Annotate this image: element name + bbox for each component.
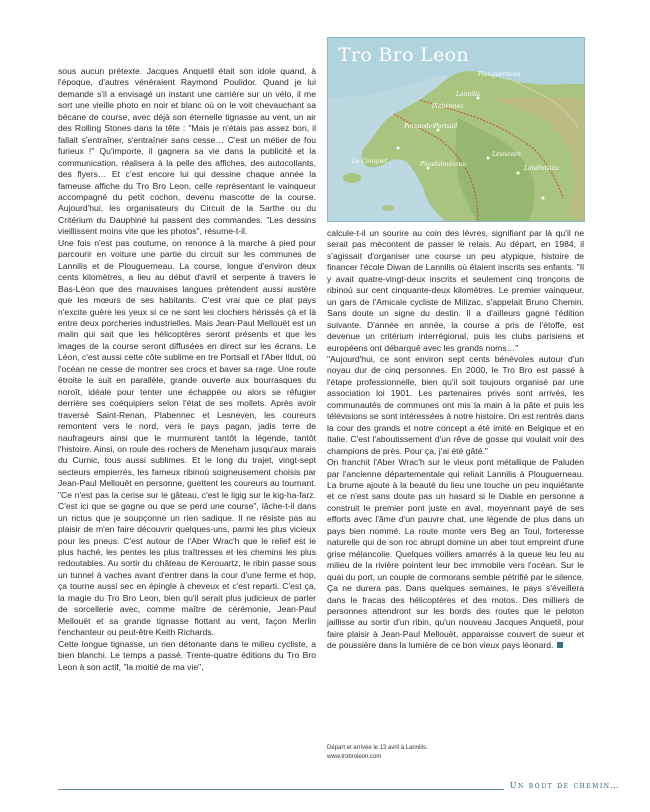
map-label: Lesneven [492, 151, 521, 158]
event-caption [327, 744, 584, 761]
article-column-right [327, 228, 584, 652]
map-label: Plouguerneau [478, 71, 521, 78]
map-label: Landivisiau [524, 165, 559, 172]
map-label: Plabennec [432, 103, 464, 110]
article-column-left [58, 66, 316, 673]
caption-website[interactable]: www.trobroleon.com [327, 753, 382, 760]
map-label: Lannilis [456, 91, 481, 98]
map-label: Ploudalmézeau [420, 161, 467, 168]
paragraph: Une fois n'est pas coutume, on renonce à la marche à pied pour parcourir en voiture une partie du circuit sur les communes de Lannilis et de Plouguerneau. La course, longue d'environ deux cents kilomètres, a lieu au début d'avril et serpente à travers le Bas-Léon que des mauvaises langues prétendent aussi austère que les mœurs de ses habitants. C'est vrai que ce plat pays n'excite guère les yeux si ce ne sont les clochers hérissés çà et là entre deux porcheries industrielles. Mais Jean-Paul Mellouët est un malin qui sait que les hélicoptères seront présents et que les images de la course seront diffusées en direct sur les écrans. Le Léon, c'est aussi cette côte sublime en tre Portsall et l'Aber Ildut, où l'océan ne cesse de montrer ses crocs et baver sa rage. Une route étroite le suit en parallèle, grande ouverte aux bourrasques du noroît, idéale pour tenter une échappée ou alors se réfugier derrière ses coéquipiers selon l'état de ses mollets. Après avoir traversé Saint-Renan, Plabennec et Lesneven, les coureurs remontent vers le nord, vers le pays pagan, jadis terre de naufrageurs ainsi que le murmurent tantôt la légende, tantôt l'histoire. Ainsi, on roule des rochers de Meneham jusqu'aux marais du Curnic, tous aussi sublimes. Et le long du trajet, vingt-sept secteurs empierrés, les fameux ribinoù soigneusement choisis par Jean-Paul Mellouët en personne, guettent les coureurs au tournant. "Ce n'est pas la cerise sur le gâteau, c'est le ligig sur le kig-ha-farz. C'est ici que se gagne ou que se perd une course", lâche-t-il dans un rictus que je soupçonne un rien sadique. Il ne résiste pas au plaisir de m'en faire découvrir quelques-uns, parmi les plus vicieux pour les pneus. C'est autour de l'Aber Wrac'h que le relief est le plus haché, les pentes les plus traîtresses et les chemins les plus redoutables. Au sortir du château de Kerouartz, le ribin passe sous un tunnel à vaches avant d'entrer dans la cour d'une ferme et hop, ça tourne aussi sec en épingle à cheveux et c'est reparti. C'est ça, la magie du Tro Bro Leon, bien qu'il serait plus judicieux de parler de sorcellerie avec, comme maître de cérémonie, Jean-Paul Mellouët et sa grande tignasse flottant au vent, façon Merlin l'enchanteur ou peut-être Keith Richards. [58, 237, 316, 638]
footer-section-title: Un bout de chemin… [504, 781, 620, 790]
paragraph: sous aucun prétexte. Jacques Anquetil était son idole quand, à l'époque, d'autres vénéraient Raymond Poulidor. Quand je lui demande s'il a envisagé un instant une carrière sur un vélo, il me sort une vieille photo en noir et blanc où on le voit chevauchant sa bécane de course, avec déjà son éternelle tignasse au vent, un air des Rolling Stones dans la tête : "Mais je n'étais pas assez bon, il fallait s'entraîner, s'entraîner sans cesse… C'est un métier de fou furieux !" Qu'importe, il gagnera sa vie dans la publicité et la communication, réalisera à la pelle des affiches, des autocollants, des flyers… Et c'est encore lui qui dessine chaque année la fameuse affiche du Tro Bro Leon, celle représentant le vainqueur accompagné du petit cochon, devenu mascotte de la course. Aujourd'hui, les organisateurs du Circuit de la Sarthe ou du Critérium du Dauphiné lui passent des commandes. "Les dessins vieillissent moins vite que les photos", résume-t-il. [58, 66, 316, 237]
paragraph: "Aujourd'hui, ce sont environ sept cents bénévoles autour d'un noyau dur de cinq personnes. En 2000, le Tro Bro est passé à l'étape professionnelle, bien qu'il soit toujours organisé par une association loi 1901. Les partenaires privés sont arrivés, les communautés de communes ont mis la main à la pâte et puis les télévisions se sont intéressées à notre histoire. On est rentrés dans la cour des grands et notre concept a été imité en Belgique et en Italie. C'est l'aboutissement d'un rêve de gosse qui voulait voir des champions de près. Pour ça, j'ai été gâté." [327, 353, 584, 456]
end-mark-icon [557, 642, 563, 648]
map-label: Porspoder [404, 123, 436, 130]
map-label: Le Conquet [352, 158, 388, 165]
paragraph-text: On franchit l'Aber Wrac'h sur le vieux pont métallique de Paluden par l'ancienne départementale qui reliait Lannilis à Plouguerneau. La brume ajoute à la beauté du lieu une touche un peu inquiétante et ce n'est sans doute pas un hasard si le Diable en personne a construit le premier pont juste en aval, moyennant payé de ses efforts avec l'âme d'un pauvre chat, une légende de plus dans un pays bien nommé. La route monte vers Beg an Toul, forteresse naturelle qui de son roc abrupt domine un aber tout empreint d'une grise mélancolie. Quelques voiliers amarrés à la queue leu leu au milieu de la rivière pointent leur bec immobile vers l'océan. Sur le quai du port, un couple de cormorans semble pétrifié par le silence. Ça ne durera pas. Dans quelques semaines, le pays s'éveillera dans le fracas des hélicoptères et des motos. Des milliers de personnes attendront sur les bords des routes que le peloton jaillisse au sortir d'un ribin, qu'un nouveau Jacques Anquetil, pour faire plaisir à Jean-Paul Mellouët, apparaisse couvert de sueur et de poussière dans la lumière de ce bon vieux pays léonard. [327, 457, 584, 651]
caption-date: Départ et arrivée le 13 avril à Lannilis. [327, 745, 428, 751]
map-label: Portsall [434, 123, 458, 130]
map-illustration [327, 37, 585, 222]
paragraph: Cette longue tignasse, un rien détonante dans le milieu cycliste, a bien blanchi. Le temps a passé. Trente-quatre éditions du Tro Bro Leon à son actif, "la moitié de ma vie", [58, 638, 316, 672]
paragraph: calcule-t-il un sourire au coin des lèvres, signifiant par là qu'il ne serait pas mécontent de passer le relais. Au départ, en 1984, il s'agissait d'organiser une course un peu atypique, histoire de financer l'école Diwan de Lannilis où étaient inscrits ses enfants. "Il y avait quatre-vingt-deux inscrits et seulement cinq tronçons de ribinoù sur cent cinquante-deux kilomètres. Le premier vainqueur, un gars de l'Amicale cycliste de Milizac, s'appelait Bruno Chemin. Sans doute un signe du destin. Il a d'ailleurs gagné l'édition suivante. D'année en année, la course a pris de l'étoffe, est devenue un critérium interrégional, puis les clubs parisiens et européens ont débarqué avec les grands noms…" [327, 228, 584, 353]
paragraph [327, 457, 584, 652]
map-title: Tro Bro Leon [338, 44, 469, 66]
